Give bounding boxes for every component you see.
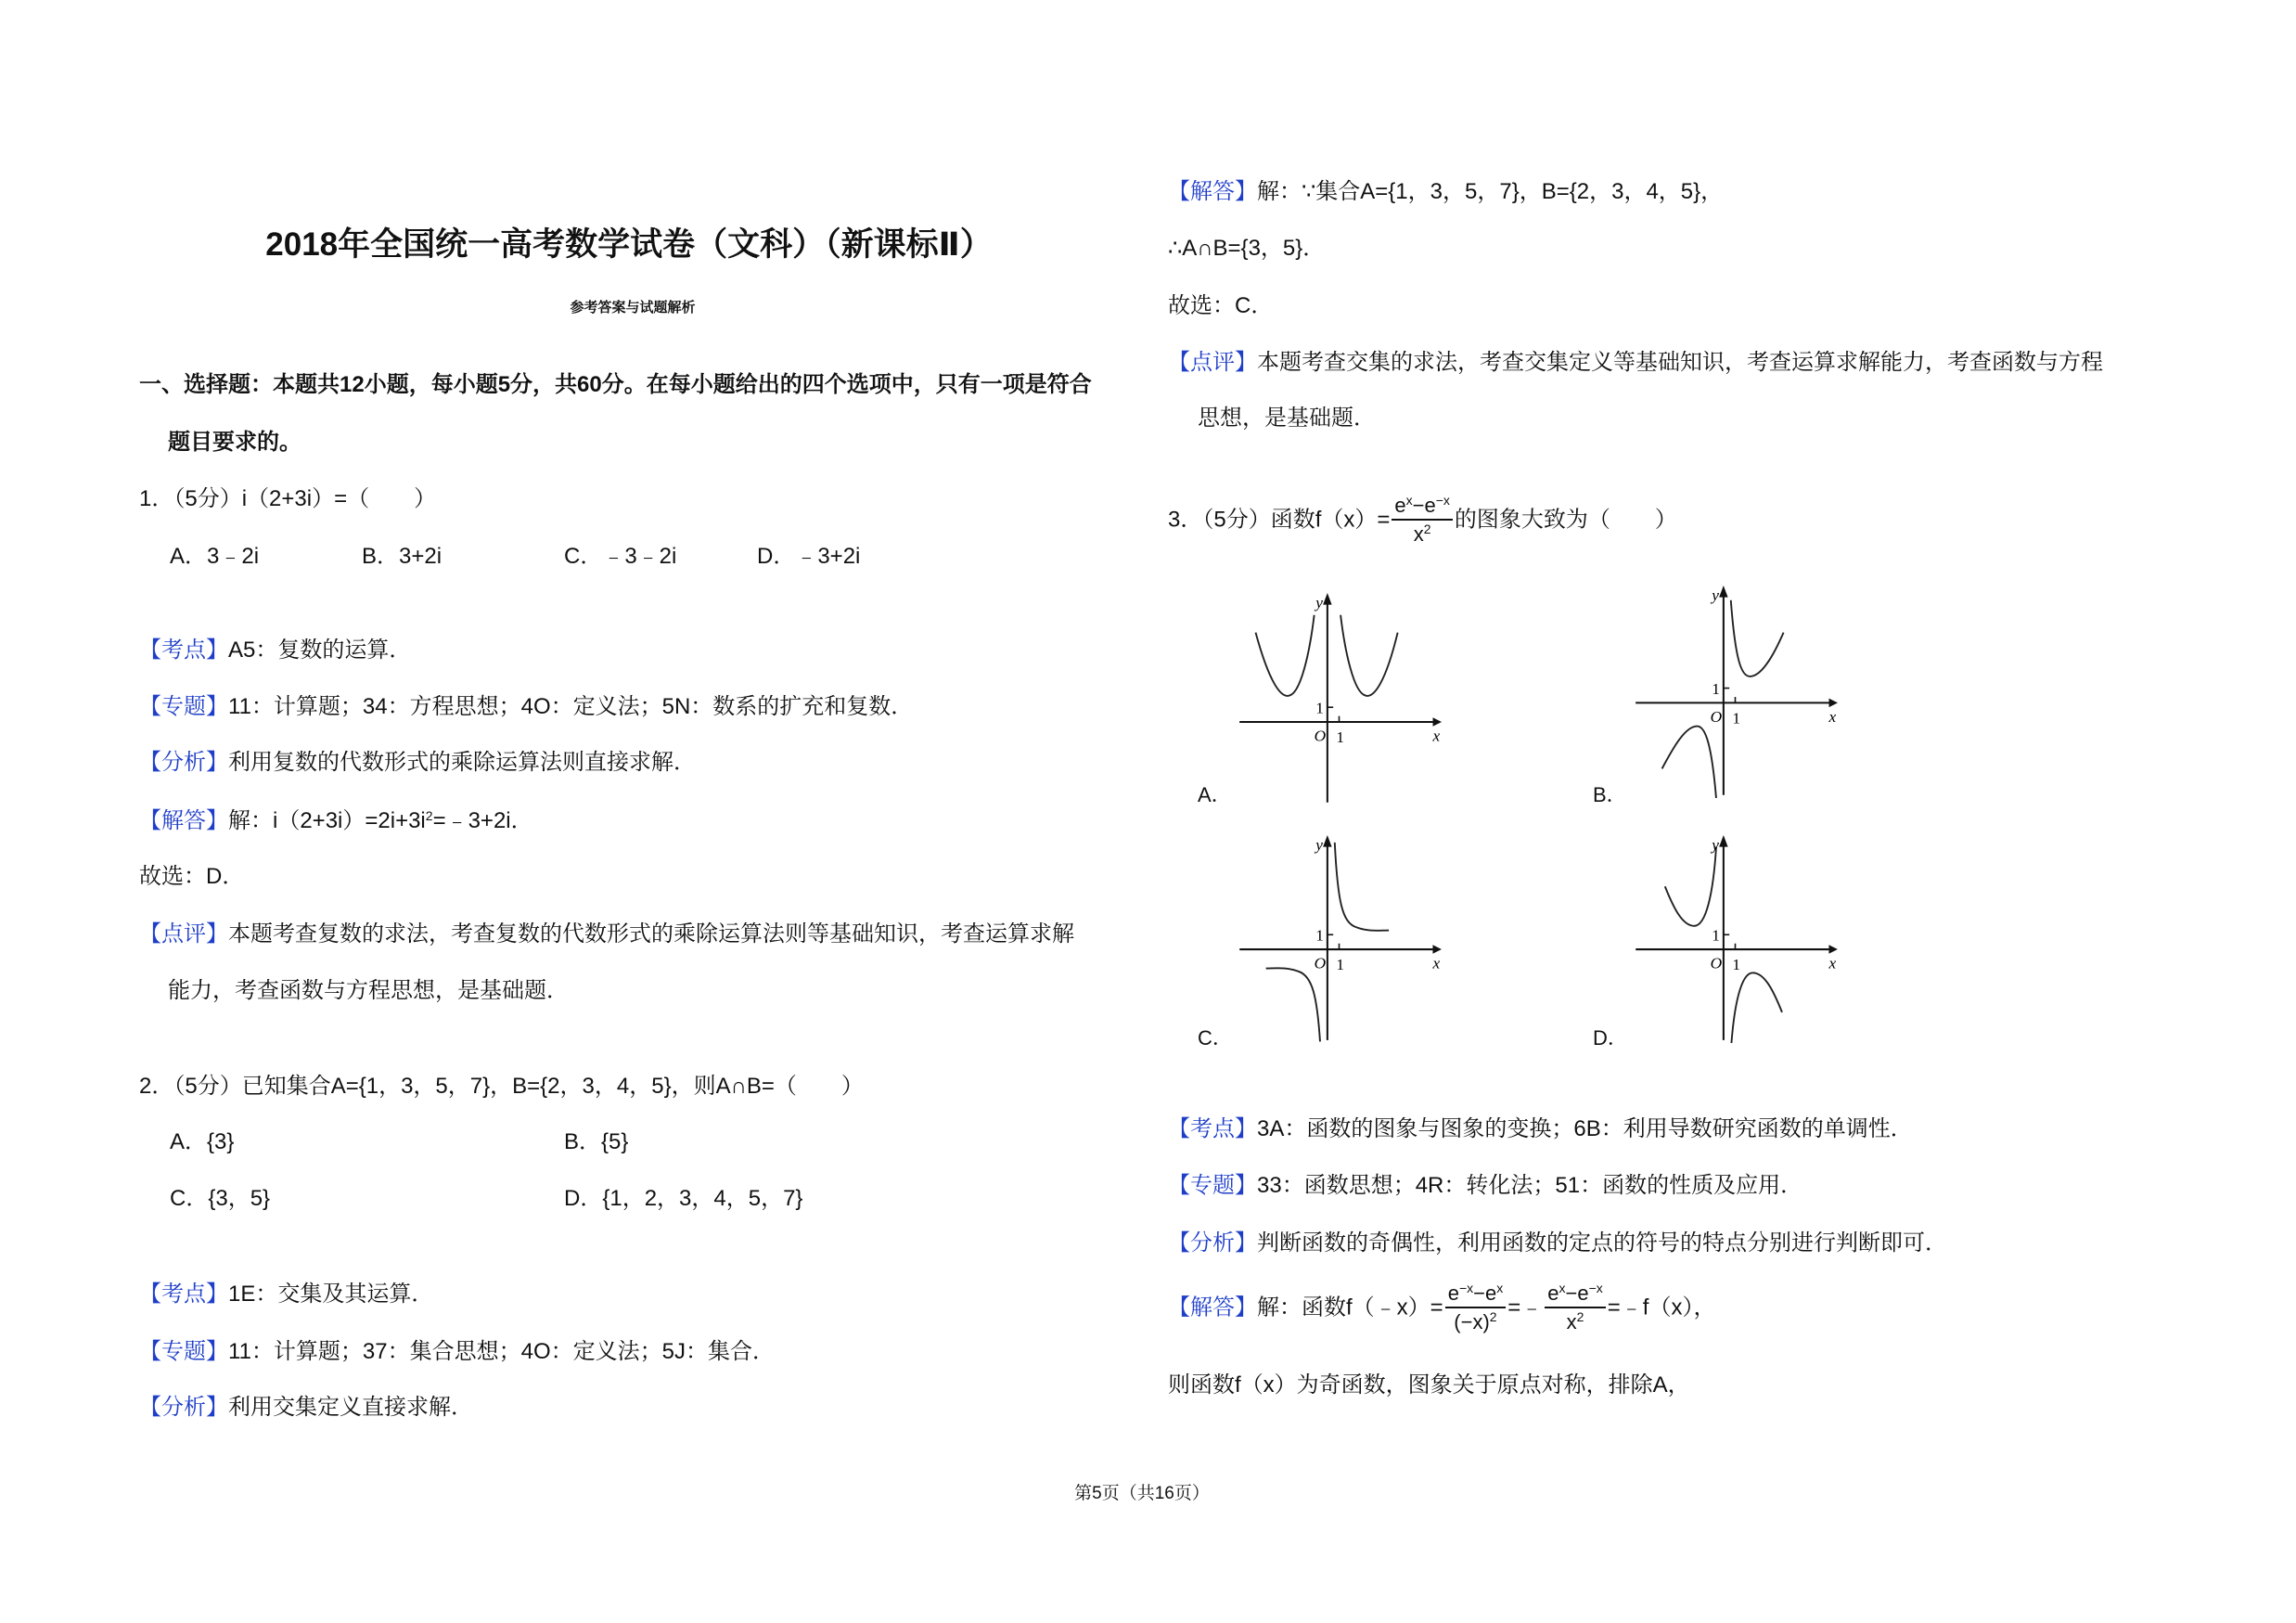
q3-stem: [1168, 493, 1677, 548]
tag-kaodian: 【考点】: [139, 638, 228, 663]
q3-jieda-fraction-1: $\frac{e^{-x}-e^x}{(-x)^2}$: [1445, 1281, 1507, 1336]
x-axis-arrow-icon: [1828, 945, 1837, 953]
q3-stem-suffix: 的图象大致为（ ）: [1454, 507, 1677, 533]
function-curve-1: [1256, 615, 1315, 696]
q1-jieda-result: =﹣3+2i．: [432, 808, 533, 833]
q3-conclusion: 则函数f（x）为奇函数，图象关于原点对称，排除A，: [1168, 1372, 1690, 1398]
y-axis-arrow-icon: [1323, 593, 1331, 605]
q2-stem: 2．（5分）已知集合A={1，3，5，7}，B={2，3，4，5}，则A∩B=（ ）: [139, 1074, 864, 1099]
tag-kaodian: 【考点】: [139, 1282, 228, 1307]
q1-option-d: D．﹣3+2i: [757, 544, 861, 569]
q1-jieda: [139, 807, 533, 835]
tag-zhuanti: 【专题】: [1168, 1173, 1257, 1198]
function-curve-1: [1335, 843, 1389, 931]
q2-dianping-line2: 思想，是基础题．: [1198, 406, 1376, 431]
q3-jieda-mid: =﹣: [1507, 1295, 1544, 1320]
q3-fenxi-text: 判断函数的奇偶性，利用函数的定点的符号的特点分别进行判断即可．: [1257, 1230, 1947, 1256]
q3-fenxi: [1168, 1230, 1947, 1257]
tag-dianping: 【点评】: [139, 921, 228, 947]
q1-fenxi-text: 利用复数的代数形式的乘除运算法则直接求解．: [228, 750, 696, 775]
q1-kaodian: [139, 637, 411, 664]
section-heading-line1: 一、选择题：本题共12小题，每小题5分，共60分。在每小题给出的四个选项中，只有一项是符合: [139, 372, 1092, 397]
x-axis-label: x: [1828, 954, 1837, 973]
q2-zhuanti: [139, 1338, 775, 1366]
q2-jieda-text: 解：∵集合A={1，3，5，7}，B={2，3，4，5}，: [1257, 179, 1724, 204]
q3-kaodian-text: 3A：函数的图象与图象的变换；6B：利用导数研究函数的单调性．: [1257, 1116, 1913, 1141]
function-curve-1: [1665, 847, 1716, 926]
x-one-label: 1: [1732, 956, 1741, 974]
origin-label: O: [1710, 954, 1723, 973]
q2-option-a: A．{3}: [170, 1129, 235, 1154]
q1-fenxi: [139, 749, 696, 777]
q3-jieda-prefix: 解：函数f（﹣x）=: [1257, 1295, 1443, 1320]
q2-zhuanti-text: 11：计算题；37：集合思想；4O：定义法；5J：集合．: [228, 1339, 775, 1364]
tag-zhuanti: 【专题】: [139, 1339, 228, 1364]
graph-c: [1237, 835, 1442, 1043]
function-curve-2: [1662, 727, 1716, 798]
tag-kaodian: 【考点】: [1168, 1116, 1257, 1141]
q3-jieda-suffix: =﹣f（x），: [1607, 1295, 1716, 1320]
q2-option-c: C．{3，5}: [170, 1186, 271, 1211]
y-axis-arrow-icon: [1323, 835, 1331, 847]
q3-jieda: [1168, 1281, 1715, 1336]
graph-d: [1633, 835, 1838, 1043]
y-one-label: 1: [1315, 926, 1324, 945]
q3-option-a: A．: [1198, 783, 1232, 806]
q1-jieda-text: 解：i（2+3i）=2i+3i: [228, 808, 426, 833]
q1-option-c: C．﹣3﹣2i: [564, 544, 677, 569]
q2-option-d: D．{1，2，3，4，5，7}: [564, 1186, 803, 1211]
q1-answer: 故选：D．: [139, 864, 245, 889]
x-one-label: 1: [1336, 728, 1345, 747]
function-curve-1: [1731, 600, 1784, 676]
y-one-label: 1: [1315, 699, 1324, 717]
function-curve-2: [1340, 615, 1398, 696]
origin-label: O: [1710, 707, 1723, 726]
q2-dianping: [1168, 349, 2103, 377]
q1-zhuanti: [139, 693, 913, 721]
q3-option-b: B．: [1593, 783, 1627, 806]
section-heading-line2: 题目要求的。: [168, 430, 301, 455]
y-axis-arrow-icon: [1719, 835, 1727, 847]
origin-label: O: [1314, 727, 1327, 745]
y-axis-label: y: [1712, 835, 1719, 854]
tag-jieda: 【解答】: [1168, 179, 1257, 204]
tag-zhuanti: 【专题】: [139, 694, 228, 719]
q2-kaodian: [139, 1281, 433, 1308]
x-axis-arrow-icon: [1829, 699, 1838, 707]
tag-fenxi: 【分析】: [1168, 1230, 1257, 1256]
x-axis-label: x: [1432, 727, 1441, 745]
q2-fenxi-text: 利用交集定义直接求解．: [228, 1395, 473, 1420]
q2-answer: 故选：C．: [1168, 293, 1274, 318]
q3-denominator: $x^2$: [1413, 522, 1431, 546]
q3-numerator: $e^x-e^{-x}$: [1392, 493, 1453, 521]
x-axis-arrow-icon: [1433, 717, 1442, 726]
q3-zhuanti-text: 33：函数思想；4R：转化法；51：函数的性质及应用．: [1257, 1173, 1803, 1198]
tag-dianping: 【点评】: [1168, 350, 1257, 375]
q2-dianping-text: 本题考查交集的求法，考查交集定义等基础知识，考查运算求解能力，考查函数与方程: [1257, 350, 2103, 375]
y-axis-arrow-icon: [1719, 586, 1727, 598]
x-axis-arrow-icon: [1432, 945, 1441, 953]
tag-jieda: 【解答】: [1168, 1295, 1257, 1320]
q3-zhuanti: [1168, 1172, 1802, 1200]
x-axis-label: x: [1432, 954, 1441, 973]
graph-b: [1633, 586, 1838, 798]
q2-step: ∴A∩B={3，5}．: [1168, 236, 1326, 261]
graph-a: [1237, 593, 1442, 805]
tag-fenxi: 【分析】: [139, 1395, 228, 1420]
q2-fenxi: [139, 1394, 473, 1422]
y-one-label: 1: [1712, 926, 1720, 945]
q2-option-b: B．{5}: [564, 1129, 629, 1154]
q3-fraction: [1392, 493, 1453, 548]
q3-option-c: C．: [1198, 1026, 1233, 1050]
q1-stem: 1．（5分）i（2+3i）=（ ）: [139, 486, 437, 511]
q3-kaodian: [1168, 1115, 1913, 1143]
x-axis-label: x: [1828, 707, 1837, 726]
function-curve-2: [1731, 973, 1782, 1043]
y-axis-label: y: [1315, 835, 1323, 854]
q1-zhuanti-text: 11：计算题；34：方程思想；4O：定义法；5N：数系的扩充和复数．: [228, 694, 914, 719]
q1-dianping-text: 本题考查复数的求法，考查复数的代数形式的乘除运算法则等基础知识，考查运算求解: [228, 921, 1074, 947]
y-one-label: 1: [1712, 679, 1720, 698]
q1-jieda-exponent: 2: [425, 808, 433, 823]
q2-kaodian-text: 1E：交集及其运算．: [228, 1282, 434, 1307]
q2-jieda: [1168, 178, 1723, 206]
page-subtitle: 参考答案与试题解析: [570, 300, 696, 316]
q1-dianping-line2: 能力，考查函数与方程思想，是基础题．: [168, 978, 569, 1003]
q1-option-b: B．3+2i: [362, 544, 443, 569]
y-axis-label: y: [1712, 586, 1719, 604]
origin-label: O: [1314, 954, 1327, 973]
q1-kaodian-text: A5：复数的运算．: [228, 638, 412, 663]
tag-fenxi: 【分析】: [139, 750, 228, 775]
page-title: 2018年全国统一高考数学试卷（文科）（新课标Ⅱ）: [265, 226, 993, 263]
q1-dianping: [139, 921, 1074, 948]
y-axis-label: y: [1315, 593, 1323, 612]
function-curve-2: [1266, 968, 1320, 1041]
q1-option-a: A．3﹣2i: [170, 544, 260, 569]
q3-option-d: D．: [1593, 1026, 1628, 1050]
q3-stem-prefix: 3．（5分）函数f（x）=: [1168, 507, 1391, 533]
q3-jieda-fraction-2: $\frac{e^x-e^{-x}}{x^2}$: [1545, 1281, 1606, 1336]
page-footer: 第5页（共16页）: [1074, 1484, 1210, 1503]
x-one-label: 1: [1336, 956, 1345, 974]
tag-jieda: 【解答】: [139, 808, 228, 833]
x-one-label: 1: [1732, 709, 1741, 728]
